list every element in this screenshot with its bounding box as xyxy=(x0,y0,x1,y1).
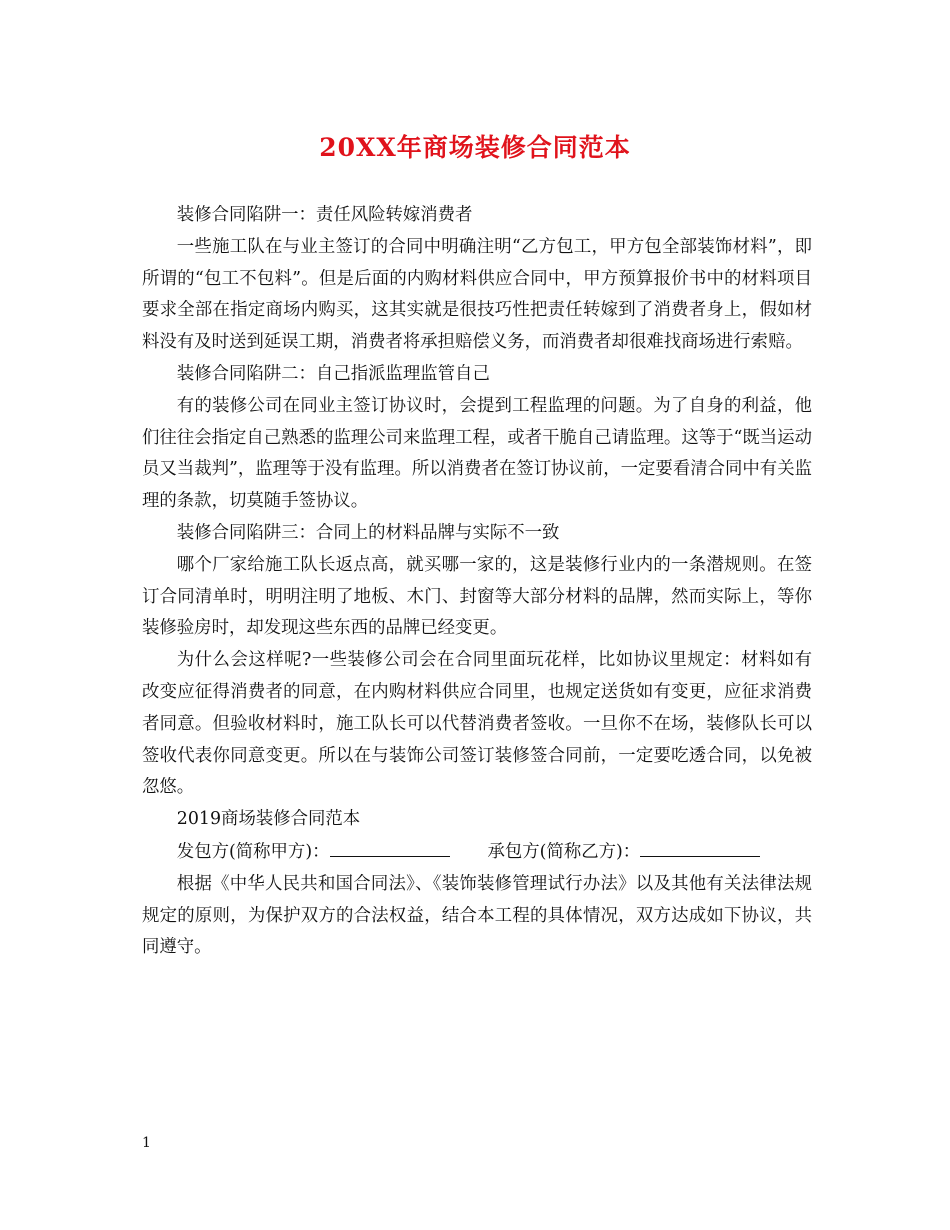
section-heading-trap-1: 装修合同陷阱一：责任风险转嫁消费者 xyxy=(176,205,473,225)
paragraph-trap-3b: 为什么会这样呢?一些装修公司会在合同里面玩花样，比如协议里规定：材料如有改变应征得消费者的同意，在内购材料供应合同里，也规定送货如有变更，应征求消费者同意。但验收材料时，施工队长可以代替消费者签收。一旦你不在场，装修队长可以签收代表你同意变更。所以在与装饰公司签订装修签合同前，一定要吃透合同，以免被忽悠。 xyxy=(142,650,812,798)
party-b-blank xyxy=(640,836,760,857)
page-number: 1 xyxy=(142,1135,151,1151)
party-a-blank xyxy=(330,836,450,857)
document-body xyxy=(142,200,812,964)
closing-paragraph: 根据《中华人民共和国合同法》、《装饰装修管理试行办法》以及其他有关法律法规规定的原则，为保护双方的合法权益，结合本工程的具体情况，双方达成如下协议，共同遵守。 xyxy=(142,873,812,958)
paragraph-trap-3a: 哪个厂家给施工队长返点高，就买哪一家的，这是装修行业内的一条潜规则。在签订合同清单时，明明注明了地板、木门、封窗等大部分材料的品牌，然而实际上，等你装修验房时，却发现这些东西的品牌已经变更。 xyxy=(142,554,812,639)
party-line xyxy=(142,836,812,869)
section-heading-trap-2: 装修合同陷阱二：自己指派监理监管自己 xyxy=(176,363,490,384)
paragraph-trap-1: 一些施工队在与业主签订的合同中明确注明“乙方包工，甲方包全部装饰材料”，即所谓的“包工不包料”。但是后面的内购材料供应合同中，甲方预算报价书中的材料项目要求全部在指定商场内购买，这其实就是很技巧性把责任转嫁到了消费者身上，假如材料没有及时送到延误工期，消费者将承担赔偿义务，而消费者却很难找商场进行索赔。 xyxy=(142,236,812,353)
document-title: 20XX年商场装修合同范本 xyxy=(319,133,631,162)
party-a-label: 发包方(简称甲方)： xyxy=(176,841,330,862)
contract-template-heading: 2019商场装修合同范本 xyxy=(176,809,361,830)
party-b-label: 承包方(简称乙方)： xyxy=(487,841,641,862)
section-heading-trap-3: 装修合同陷阱三：合同上的材料品牌与实际不一致 xyxy=(176,522,560,543)
paragraph-trap-2: 有的装修公司在同业主签订协议时，会提到工程监理的问题。为了自身的利益，他们往往会指定自己熟悉的监理公司来监理工程，或者干脆自己请监理。这等于“既当运动员又当裁判”，监理等于没有监理。所以消费者在签订协议前，一定要看清合同中有关监理的条款，切莫随手签协议。 xyxy=(142,395,812,512)
